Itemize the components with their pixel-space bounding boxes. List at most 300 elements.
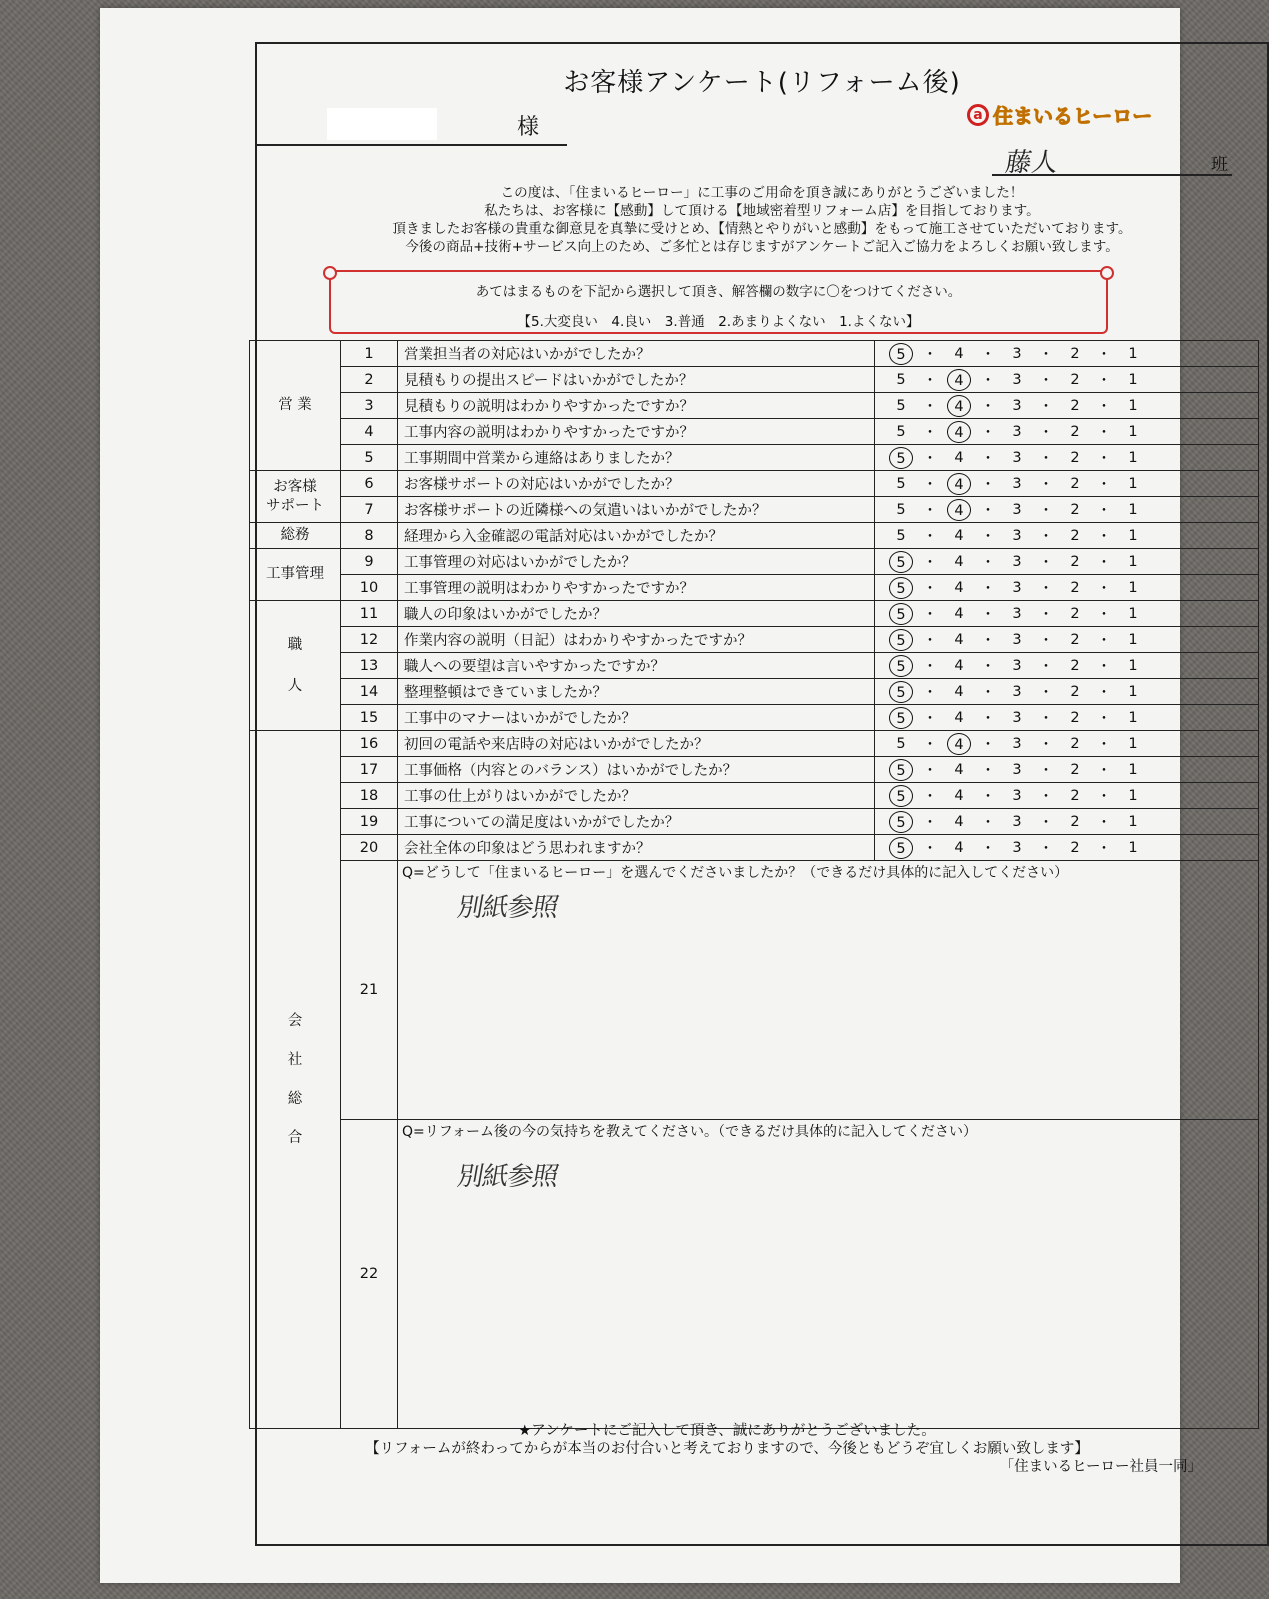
footer-signature: 「住まいるヒーロー社員一同」 <box>999 1459 1202 1475</box>
question-number: 7 <box>341 497 398 523</box>
question-text: 見積もりの提出スピードはいかがでしたか？ <box>398 367 875 393</box>
question-text: お客様サポートの対応はいかがでしたか？ <box>398 471 875 497</box>
separator-dot: ・ <box>980 503 996 519</box>
rating-option[interactable]: 3 <box>1012 579 1022 596</box>
separator-dot: ・ <box>922 789 938 805</box>
rating-option[interactable]: 1 <box>1128 605 1138 622</box>
question-number: 13 <box>341 653 398 679</box>
rating-option[interactable]: 4 <box>954 553 964 570</box>
rating-legend: 【5.大変良い 4.良い 3.普通 2.あまりよくない 1.よくない】 <box>517 314 920 330</box>
separator-dot: ・ <box>1096 763 1112 779</box>
separator-dot: ・ <box>1096 555 1112 571</box>
question-text: 経理から入金確認の電話対応はいかがでしたか？ <box>398 523 875 549</box>
rating-cell <box>875 809 1259 835</box>
rating-option[interactable]: 4 <box>954 345 964 362</box>
rating-option[interactable]: 1 <box>1128 839 1138 856</box>
rating-option[interactable]: 4 <box>954 579 964 596</box>
instruction-scroll <box>329 270 1108 334</box>
separator-dot: ・ <box>922 581 938 597</box>
question-text: 工事期間中営業から連絡はありましたか？ <box>398 445 875 471</box>
rating-option-circled[interactable]: 5 <box>889 447 913 469</box>
table-row <box>250 757 1259 783</box>
rating-option-circled[interactable]: 5 <box>889 785 913 807</box>
separator-dot: ・ <box>1038 789 1054 805</box>
separator-dot: ・ <box>1096 789 1112 805</box>
question-text: 工事についての満足度はいかがでしたか？ <box>398 809 875 835</box>
question-text: 初回の電話や来店時の対応はいかがでしたか？ <box>398 731 875 757</box>
separator-dot: ・ <box>1038 373 1054 389</box>
rating-option-circled[interactable]: 5 <box>889 759 913 781</box>
separator-dot: ・ <box>980 425 996 441</box>
separator-dot: ・ <box>1038 425 1054 441</box>
rating-option[interactable]: 3 <box>1012 501 1022 518</box>
rating-option[interactable]: 1 <box>1128 709 1138 726</box>
question-number: 15 <box>341 705 398 731</box>
table-row <box>250 549 1259 575</box>
category-cell <box>250 549 341 601</box>
rating-option[interactable]: 2 <box>1070 371 1080 388</box>
page-title: お客様アンケート(リフォーム後) <box>563 68 961 98</box>
separator-dot: ・ <box>922 659 938 675</box>
separator-dot: ・ <box>1038 737 1054 753</box>
separator-dot: ・ <box>1096 633 1112 649</box>
logo-mark-icon: a <box>967 104 989 126</box>
table-row <box>250 653 1259 679</box>
free-answer-cell[interactable] <box>398 1120 1259 1429</box>
question-text: 工事管理の対応はいかがでしたか？ <box>398 549 875 575</box>
category-label: 営 業 <box>278 397 312 413</box>
rating-option-circled[interactable]: 5 <box>889 343 913 365</box>
rating-option[interactable]: 3 <box>1012 475 1022 492</box>
rating-option[interactable]: 3 <box>1012 423 1022 440</box>
rating-option[interactable]: 4 <box>954 449 964 466</box>
separator-dot: ・ <box>922 763 938 779</box>
rating-option[interactable]: 1 <box>1128 423 1138 440</box>
rating-cell <box>875 341 1259 367</box>
intro-line: この度は、「住まいるヒーロー」に工事のご用命を頂き誠にありがとうございました！ <box>500 185 1024 201</box>
rating-cell <box>875 705 1259 731</box>
rating-option[interactable]: 5 <box>896 475 906 492</box>
category-cell <box>250 471 341 523</box>
category-label: 会 <box>287 1012 303 1029</box>
category-cell <box>250 601 341 731</box>
rating-cell <box>875 419 1259 445</box>
separator-dot: ・ <box>922 737 938 753</box>
rating-option[interactable]: 3 <box>1012 813 1022 830</box>
free-question-prompt: Q=どうして「住まいるヒーロー」を選んでくださいましたか？（できるだけ具体的に記入してください） <box>402 865 1069 881</box>
rating-option[interactable]: 2 <box>1070 657 1080 674</box>
intro-line: 頂きましたお客様の貴重な御意見を真摯に受けとめ、【情熱とやりがいと感動】をもって施工させていただいております。 <box>392 221 1132 237</box>
rating-option-circled[interactable]: 5 <box>889 577 913 599</box>
footer <box>222 1422 1232 1476</box>
rating-options <box>875 837 1258 859</box>
table-row <box>250 523 1259 549</box>
rating-option[interactable]: 2 <box>1070 839 1080 856</box>
rating-option[interactable]: 3 <box>1012 735 1022 752</box>
rating-option-circled[interactable]: 4 <box>947 473 971 495</box>
rating-option[interactable]: 2 <box>1070 553 1080 570</box>
rating-option[interactable]: 1 <box>1128 683 1138 700</box>
rating-option[interactable]: 5 <box>896 397 906 414</box>
separator-dot: ・ <box>1096 841 1112 857</box>
question-number: 4 <box>341 419 398 445</box>
rating-cell <box>875 523 1259 549</box>
rating-option[interactable]: 1 <box>1128 657 1138 674</box>
separator-dot: ・ <box>980 399 996 415</box>
separator-dot: ・ <box>1038 815 1054 831</box>
rating-cell <box>875 575 1259 601</box>
rating-options <box>875 577 1258 599</box>
handwritten-answer: 別紙参照 <box>454 893 561 923</box>
rating-option[interactable]: 2 <box>1070 813 1080 830</box>
rating-options <box>875 525 1258 547</box>
rating-option-circled[interactable]: 5 <box>889 707 913 729</box>
rating-option[interactable]: 2 <box>1070 449 1080 466</box>
table-row <box>250 809 1259 835</box>
separator-dot: ・ <box>1038 659 1054 675</box>
rating-cell <box>875 601 1259 627</box>
rating-options <box>875 343 1258 365</box>
separator-dot: ・ <box>922 373 938 389</box>
question-text: 工事中のマナーはいかがでしたか？ <box>398 705 875 731</box>
rating-option-circled[interactable]: 5 <box>889 603 913 625</box>
separator-dot: ・ <box>1038 399 1054 415</box>
rating-options <box>875 473 1258 495</box>
redacted-name <box>327 108 437 140</box>
rating-options <box>875 551 1258 573</box>
separator-dot: ・ <box>980 711 996 727</box>
question-text: 職人への要望は言いやすかったですか？ <box>398 653 875 679</box>
question-number: 5 <box>341 445 398 471</box>
separator-dot: ・ <box>980 373 996 389</box>
rating-option[interactable]: 1 <box>1128 449 1138 466</box>
separator-dot: ・ <box>1096 659 1112 675</box>
separator-dot: ・ <box>980 685 996 701</box>
separator-dot: ・ <box>922 451 938 467</box>
category-label: 職 <box>287 636 303 653</box>
rating-option[interactable]: 4 <box>954 605 964 622</box>
rating-option[interactable]: 2 <box>1070 683 1080 700</box>
question-text: 作業内容の説明（日記）はわかりやすかったですか？ <box>398 627 875 653</box>
rating-option[interactable]: 2 <box>1070 709 1080 726</box>
separator-dot: ・ <box>980 555 996 571</box>
rating-option[interactable]: 3 <box>1012 761 1022 778</box>
customer-name-field <box>257 104 567 146</box>
rating-option[interactable]: 4 <box>954 709 964 726</box>
rating-option[interactable]: 1 <box>1128 527 1138 544</box>
separator-dot: ・ <box>922 633 938 649</box>
rating-option[interactable]: 4 <box>954 787 964 804</box>
separator-dot: ・ <box>922 711 938 727</box>
rating-option[interactable]: 2 <box>1070 579 1080 596</box>
rating-option-circled[interactable]: 5 <box>889 655 913 677</box>
rating-cell <box>875 497 1259 523</box>
question-number: 18 <box>341 783 398 809</box>
separator-dot: ・ <box>1096 425 1112 441</box>
separator-dot: ・ <box>1096 685 1112 701</box>
question-number: 12 <box>341 627 398 653</box>
category-label: 工事管理 <box>266 566 324 582</box>
free-answer-cell[interactable] <box>398 861 1259 1120</box>
question-text: 見積もりの説明はわかりやすかったですか？ <box>398 393 875 419</box>
rating-option-circled[interactable]: 5 <box>889 811 913 833</box>
separator-dot: ・ <box>1038 503 1054 519</box>
rating-option[interactable]: 4 <box>954 761 964 778</box>
table-row <box>250 471 1259 497</box>
separator-dot: ・ <box>1096 711 1112 727</box>
rating-options <box>875 681 1258 703</box>
rating-option[interactable]: 3 <box>1012 631 1022 648</box>
rating-option[interactable]: 1 <box>1128 475 1138 492</box>
rating-option[interactable]: 3 <box>1012 709 1022 726</box>
rating-option-circled[interactable]: 5 <box>889 629 913 651</box>
rating-option-circled[interactable]: 5 <box>889 551 913 573</box>
separator-dot: ・ <box>1038 633 1054 649</box>
rating-option-circled[interactable]: 4 <box>947 395 971 417</box>
separator-dot: ・ <box>922 347 938 363</box>
question-text: 営業担当者の対応はいかがでしたか？ <box>398 341 875 367</box>
survey-sheet <box>100 8 1228 1583</box>
table-row <box>250 601 1259 627</box>
rating-option[interactable]: 1 <box>1128 761 1138 778</box>
separator-dot: ・ <box>980 607 996 623</box>
question-number: 11 <box>341 601 398 627</box>
table-row <box>250 341 1259 367</box>
team-suffix: 班 <box>1211 155 1228 175</box>
table-row <box>250 497 1259 523</box>
table-row <box>250 419 1259 445</box>
table-row <box>250 679 1259 705</box>
rating-option[interactable]: 4 <box>954 813 964 830</box>
rating-option[interactable]: 3 <box>1012 839 1022 856</box>
rating-cell <box>875 445 1259 471</box>
question-number: 1 <box>341 341 398 367</box>
question-number: 9 <box>341 549 398 575</box>
question-text: 工事価格（内容とのバランス）はいかがでしたか？ <box>398 757 875 783</box>
separator-dot: ・ <box>1038 451 1054 467</box>
rating-option[interactable]: 3 <box>1012 371 1022 388</box>
rating-option[interactable]: 1 <box>1128 345 1138 362</box>
separator-dot: ・ <box>922 503 938 519</box>
rating-option[interactable]: 2 <box>1070 735 1080 752</box>
separator-dot: ・ <box>1096 607 1112 623</box>
rating-option[interactable]: 5 <box>896 371 906 388</box>
separator-dot: ・ <box>1096 737 1112 753</box>
question-number: 6 <box>341 471 398 497</box>
separator-dot: ・ <box>1038 711 1054 727</box>
rating-option[interactable]: 3 <box>1012 449 1022 466</box>
rating-option[interactable]: 2 <box>1070 423 1080 440</box>
rating-options <box>875 499 1258 521</box>
separator-dot: ・ <box>980 737 996 753</box>
rating-option-circled[interactable]: 5 <box>889 837 913 859</box>
table-row <box>250 705 1259 731</box>
rating-options <box>875 603 1258 625</box>
rating-option[interactable]: 3 <box>1012 657 1022 674</box>
rating-option-circled[interactable]: 5 <box>889 681 913 703</box>
separator-dot: ・ <box>980 815 996 831</box>
table-row <box>250 783 1259 809</box>
separator-dot: ・ <box>1038 685 1054 701</box>
separator-dot: ・ <box>1038 347 1054 363</box>
rating-option[interactable]: 1 <box>1128 553 1138 570</box>
rating-cell <box>875 471 1259 497</box>
footer-thanks: ★アンケートにご記入して頂き、誠にありがとうございました。 <box>518 1423 936 1439</box>
separator-dot: ・ <box>1096 503 1112 519</box>
rating-option[interactable]: 2 <box>1070 345 1080 362</box>
rating-option[interactable]: 2 <box>1070 787 1080 804</box>
rating-option[interactable]: 3 <box>1012 527 1022 544</box>
rating-options <box>875 369 1258 391</box>
category-label: 人 <box>287 677 303 694</box>
table-row <box>250 393 1259 419</box>
question-number: 21 <box>341 861 398 1120</box>
category-label: 総 <box>287 1090 303 1107</box>
company-logo <box>967 100 1152 129</box>
free-answer-row <box>250 1120 1259 1429</box>
intro-line: 今後の商品+技術+サービス向上のため、ご多忙とは存じますがアンケートご記入ご協力をよろしくお願い致します。 <box>405 239 1119 255</box>
free-answer-row <box>250 861 1259 1120</box>
rating-cell <box>875 679 1259 705</box>
question-number: 20 <box>341 835 398 861</box>
separator-dot: ・ <box>1038 607 1054 623</box>
rating-option[interactable]: 5 <box>896 735 906 752</box>
rating-option[interactable]: 1 <box>1128 787 1138 804</box>
category-label: サポート <box>266 497 324 514</box>
rating-cell <box>875 835 1259 861</box>
separator-dot: ・ <box>980 659 996 675</box>
separator-dot: ・ <box>922 815 938 831</box>
separator-dot: ・ <box>980 633 996 649</box>
separator-dot: ・ <box>980 841 996 857</box>
rating-option[interactable]: 2 <box>1070 501 1080 518</box>
separator-dot: ・ <box>922 477 938 493</box>
rating-option[interactable]: 3 <box>1012 397 1022 414</box>
rating-cell <box>875 367 1259 393</box>
rating-cell <box>875 627 1259 653</box>
separator-dot: ・ <box>1038 555 1054 571</box>
rating-cell <box>875 393 1259 419</box>
rating-option[interactable]: 4 <box>954 683 964 700</box>
intro-text <box>257 184 1267 256</box>
rating-option[interactable]: 2 <box>1070 475 1080 492</box>
survey-frame <box>255 42 1269 1546</box>
rating-option[interactable]: 5 <box>896 501 906 518</box>
rating-cell <box>875 783 1259 809</box>
rating-option[interactable]: 1 <box>1128 371 1138 388</box>
rating-option[interactable]: 3 <box>1012 683 1022 700</box>
rating-option[interactable]: 1 <box>1128 501 1138 518</box>
table-row <box>250 445 1259 471</box>
separator-dot: ・ <box>922 607 938 623</box>
category-label: 社 <box>287 1051 303 1068</box>
question-number: 10 <box>341 575 398 601</box>
category-label: 合 <box>287 1129 303 1146</box>
separator-dot: ・ <box>922 529 938 545</box>
rating-option[interactable]: 3 <box>1012 345 1022 362</box>
rating-option[interactable]: 5 <box>896 527 906 544</box>
rating-cell <box>875 731 1259 757</box>
category-cell <box>250 523 341 549</box>
logo-text: 住まいるヒーロー <box>993 104 1153 128</box>
rating-option[interactable]: 2 <box>1070 527 1080 544</box>
footer-message: 【リフォームが終わってからが本当のお付合いと考えておりますので、今後ともどうぞ宜しくお願い致します】 <box>365 1441 1089 1457</box>
question-text: 会社全体の印象はどう思われますか？ <box>398 835 875 861</box>
question-text: 工事管理の説明はわかりやすかったですか？ <box>398 575 875 601</box>
rating-option[interactable]: 2 <box>1070 605 1080 622</box>
rating-option[interactable]: 1 <box>1128 631 1138 648</box>
separator-dot: ・ <box>980 477 996 493</box>
rating-option-circled[interactable]: 4 <box>947 499 971 521</box>
separator-dot: ・ <box>1038 581 1054 597</box>
rating-cell <box>875 653 1259 679</box>
question-text: 職人の印象はいかがでしたか？ <box>398 601 875 627</box>
separator-dot: ・ <box>1096 581 1112 597</box>
rating-option[interactable]: 1 <box>1128 735 1138 752</box>
separator-dot: ・ <box>980 763 996 779</box>
question-text: 整理整頓はできていましたか？ <box>398 679 875 705</box>
question-number: 8 <box>341 523 398 549</box>
rating-options <box>875 759 1258 781</box>
rating-option[interactable]: 5 <box>896 423 906 440</box>
table-row <box>250 731 1259 757</box>
question-number: 22 <box>341 1120 398 1429</box>
question-text: 工事の仕上がりはいかがでしたか？ <box>398 783 875 809</box>
rating-option[interactable]: 1 <box>1128 397 1138 414</box>
separator-dot: ・ <box>1038 529 1054 545</box>
separator-dot: ・ <box>1096 347 1112 363</box>
rating-option-circled[interactable]: 4 <box>947 421 971 443</box>
category-cell <box>250 731 341 1429</box>
separator-dot: ・ <box>922 685 938 701</box>
rating-option[interactable]: 2 <box>1070 761 1080 778</box>
separator-dot: ・ <box>980 347 996 363</box>
category-label: お客様 <box>273 478 317 495</box>
rating-options <box>875 447 1258 469</box>
separator-dot: ・ <box>1096 477 1112 493</box>
separator-dot: ・ <box>922 841 938 857</box>
rating-option[interactable]: 4 <box>954 657 964 674</box>
rating-option[interactable]: 1 <box>1128 579 1138 596</box>
separator-dot: ・ <box>1038 763 1054 779</box>
customer-suffix: 様 <box>517 115 540 140</box>
category-cell <box>250 341 341 471</box>
rating-option[interactable]: 2 <box>1070 397 1080 414</box>
rating-options <box>875 811 1258 833</box>
rating-option[interactable]: 3 <box>1012 787 1022 804</box>
separator-dot: ・ <box>922 399 938 415</box>
table-row <box>250 627 1259 653</box>
rating-options <box>875 629 1258 651</box>
rating-option[interactable]: 4 <box>954 631 964 648</box>
team-signature: 藤人 <box>1003 148 1060 178</box>
question-number: 3 <box>341 393 398 419</box>
rating-option-circled[interactable]: 4 <box>947 369 971 391</box>
separator-dot: ・ <box>1096 451 1112 467</box>
rating-option[interactable]: 3 <box>1012 605 1022 622</box>
rating-option[interactable]: 1 <box>1128 813 1138 830</box>
rating-option[interactable]: 3 <box>1012 553 1022 570</box>
question-number: 14 <box>341 679 398 705</box>
survey-table <box>249 340 1259 1429</box>
rating-option[interactable]: 2 <box>1070 631 1080 648</box>
rating-option-circled[interactable]: 4 <box>947 733 971 755</box>
handwritten-answer: 別紙参照 <box>454 1162 561 1192</box>
rating-option[interactable]: 4 <box>954 527 964 544</box>
question-number: 16 <box>341 731 398 757</box>
separator-dot: ・ <box>1038 841 1054 857</box>
rating-option[interactable]: 4 <box>954 839 964 856</box>
